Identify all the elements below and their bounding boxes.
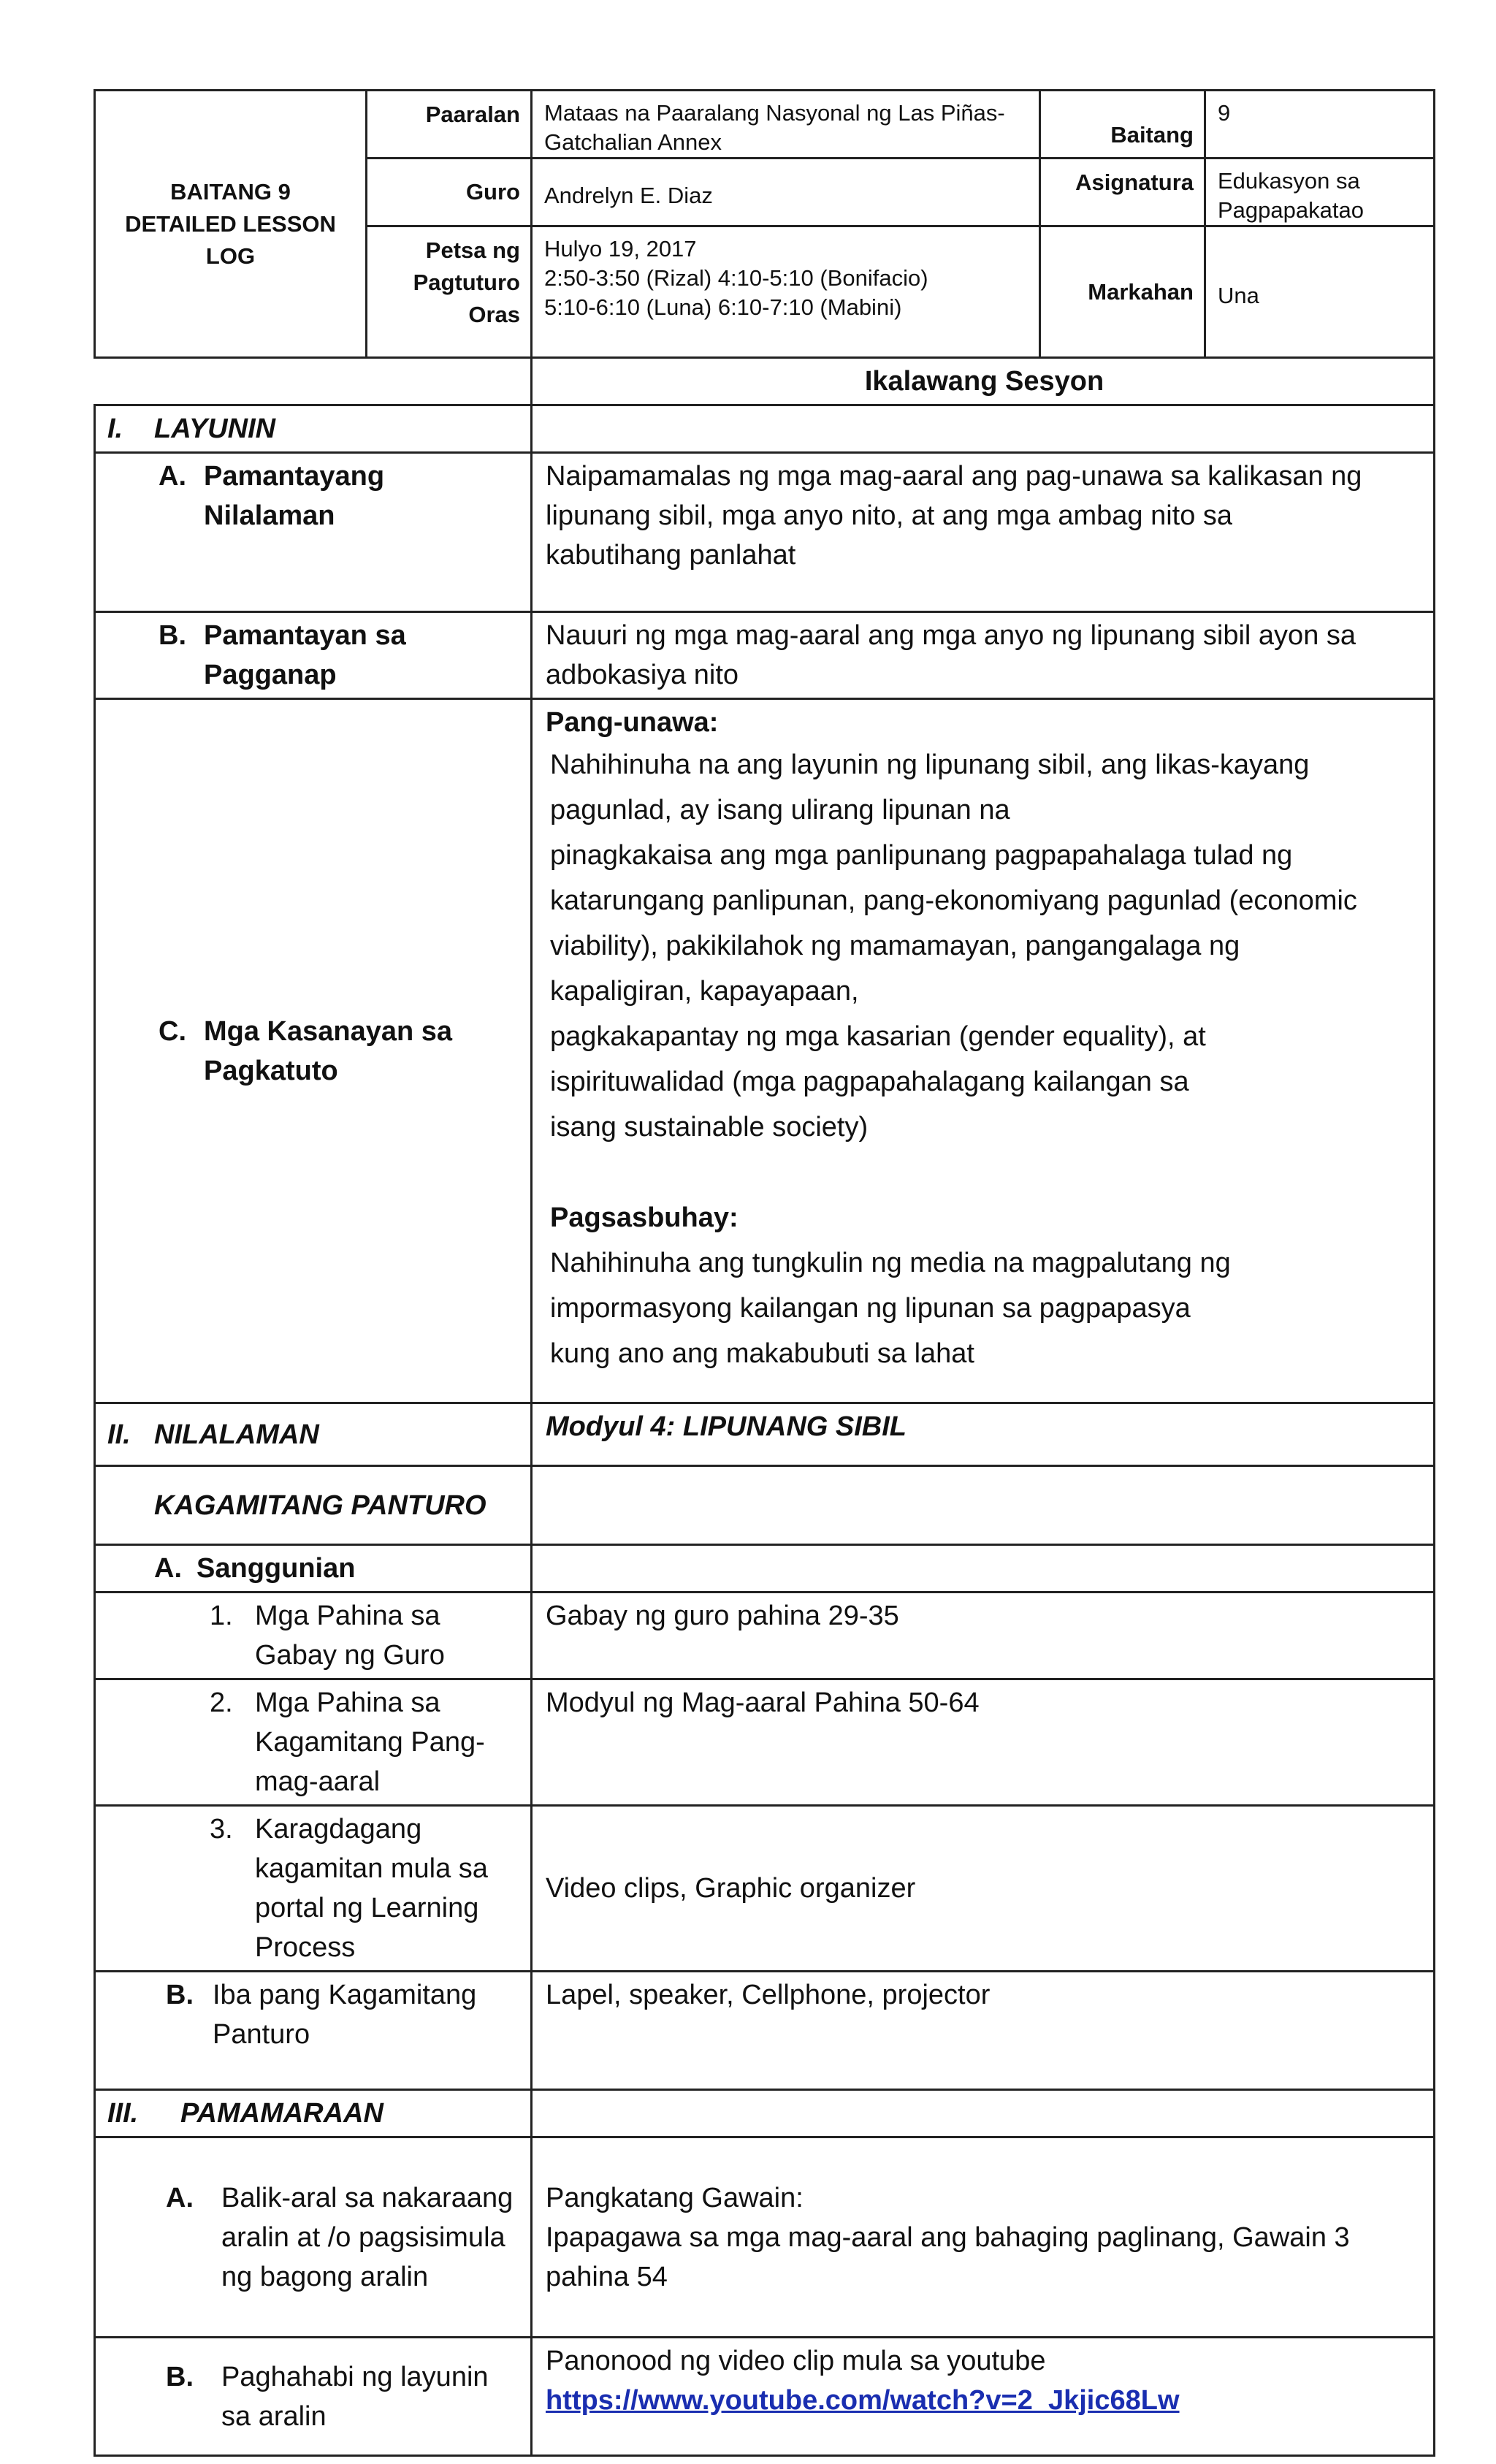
blank-cell [532, 1545, 1435, 1593]
paaralan-label: Paaralan [367, 91, 532, 159]
asignatura-value: Edukasyon sa Pagpapakatao [1205, 159, 1435, 226]
kasanayan-text [532, 699, 1435, 1403]
gabay-guro-value: Gabay ng guro pahina 29-35 [532, 1593, 1435, 1679]
blank-cell [532, 2090, 1435, 2137]
section-nilalaman: II. NILALAMAN [95, 1403, 532, 1466]
kagamitang-mag-aaral-label: 2. Mga Pahina sa Kagamitang Pang- mag-aaral [95, 1679, 532, 1806]
iba-pang-kagamitan-label: B. Iba pang Kagamitang Panturo [95, 1972, 532, 2090]
youtube-link[interactable]: https://www.youtube.com/watch?v=2_Jkjic68Lw [546, 2385, 1180, 2416]
guro-label: Guro [367, 159, 532, 226]
markahan-label: Markahan [1040, 226, 1205, 358]
baitang-value: 9 [1205, 91, 1435, 159]
asignatura-label: Asignatura [1040, 159, 1205, 226]
header-table [94, 89, 1435, 359]
kasanayan-label: C. Mga Kasanayan sa Pagkatuto [95, 699, 532, 1403]
petsa-label: Petsa ng Pagtuturo Oras [367, 226, 532, 358]
pamantayan-sa-pagganap-text: Nauuri ng mga mag-aaral ang mga anyo ng lipunang sibil ayon sa adbokasiya nito [532, 612, 1435, 699]
baitang-label: Baitang [1040, 91, 1205, 159]
balik-aral-value: Pangkatang Gawain: Ipapagawa sa mga mag-aaral ang bahaging paglinang, Gawain 3 pahina 54 [532, 2137, 1435, 2338]
iba-pang-kagamitan-value: Lapel, speaker, Cellphone, projector [532, 1972, 1435, 2090]
paaralan-value: Mataas na Paaralang Nasyonal ng Las Piñas- Gatchalian Annex [532, 91, 1040, 159]
pamantayang-nilalaman-text: Naipamamalas ng mga mag-aaral ang pag-unawa sa kalikasan ng lipunang sibil, mga anyo nito, at ang mga ambag nito sa kabutihang panlahat [532, 453, 1435, 612]
pagsasabuhay-body: Nahihinuha ang tungkulin ng media na magpalutang ng impormasyong kailangan ng lipunan sa pagpapasya kung ano ang makabubuti sa lahat [550, 1248, 1231, 1369]
pamantayang-nilalaman-label: A. Pamantayang Nilalaman [95, 453, 532, 612]
karagdagang-kagamitan-label: 3. Karagdagang kagamitan mula sa portal ng Learning Process [95, 1806, 532, 1972]
petsa-value: Hulyo 19, 2017 2:50-3:50 (Rizal) 4:10-5:10 (Bonifacio) 5:10-6:10 (Luna) 6:10-7:10 (Mabini) [532, 226, 1040, 358]
session-title: Ikalawang Sesyon [532, 358, 1435, 405]
karagdagang-kagamitan-value: Video clips, Graphic organizer [532, 1806, 1435, 1972]
modyul-title: Modyul 4: LIPUNANG SIBIL [532, 1403, 1435, 1466]
blank-cell [532, 1466, 1435, 1545]
pangunawa-heading: Pang-unawa: [546, 707, 719, 738]
section-kagamitan: KAGAMITANG PANTURO [95, 1466, 532, 1545]
guro-value: Andrelyn E. Diaz [532, 159, 1040, 226]
kagamitang-mag-aaral-value: Modyul ng Mag-aaral Pahina 50-64 [532, 1679, 1435, 1806]
sanggunian-label: A. Sanggunian [95, 1545, 532, 1593]
paghahabi-value: Panonood ng video clip mula sa youtube https://www.youtube.com/watch?v=2_Jkjic68Lw [532, 2338, 1435, 2456]
section-layunin: I. LAYUNIN [95, 405, 532, 453]
paghahabi-label: B. Paghahabi ng layunin sa aralin [95, 2338, 532, 2456]
gabay-guro-label: 1. Mga Pahina sa Gabay ng Guro [95, 1593, 532, 1679]
section-pamamaraan: III. PAMAMARAAN [95, 2090, 532, 2137]
pangunawa-body: Nahihinuha na ang layunin ng lipunang sibil, ang likas-kayang pagunlad, ay isang ulirang lipunan na pinagkakaisa ang mga panlipunang pagpapahalaga tulad ng katarungang panlipunan, pang-ekonomiyang pagunlad (economic viability), pakikilahok ng mamamayan, pangangalaga ng kapaligiran, kapayapaan, pagkakapantay ng mga kasarian (gender equality), at ispirituwalidad (mga pagpapahalagang kailangan sa isang sustainable society) [550, 750, 1357, 1143]
document-title: BAITANG 9 DETAILED LESSON LOG [95, 91, 367, 358]
pagsasabuhay-heading: Pagsasbuhay: [550, 1202, 739, 1233]
pamantayan-sa-pagganap-label: B. Pamantayan sa Pagganap [95, 612, 532, 699]
markahan-value: Una [1205, 226, 1435, 358]
balik-aral-label: A. Balik-aral sa nakaraang aralin at /o pagsisimula ng bagong aralin [95, 2137, 532, 2338]
blank-cell [532, 405, 1435, 453]
lesson-table [94, 356, 1435, 2457]
blank-cell [95, 358, 532, 405]
